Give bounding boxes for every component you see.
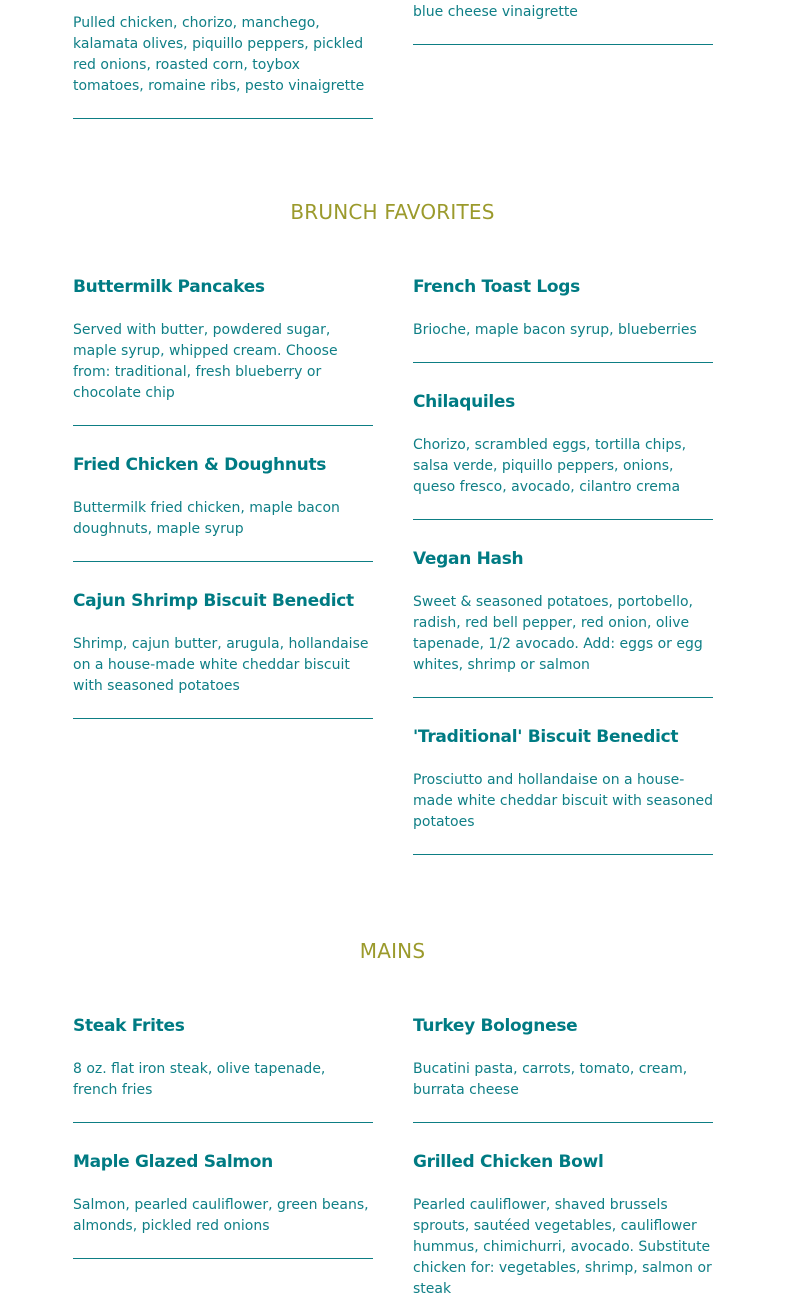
menu-item: [73, 1152, 373, 1259]
item-description: Shrimp, cajun butter, arugula, hollandaise on a house-made white cheddar biscuit with seasoned potatoes: [73, 636, 369, 694]
item-title: Chilaquiles: [413, 392, 515, 412]
menu-item: [73, 277, 373, 426]
menu-item: [73, 591, 373, 719]
item-divider: [413, 697, 713, 698]
item-title: 'Traditional' Biscuit Benedict: [413, 727, 679, 747]
item-description: 8 oz. flat iron steak, olive tapenade, french fries: [73, 1061, 326, 1098]
item-description: Buttermilk fried chicken, maple bacon doughnuts, maple syrup: [73, 500, 340, 537]
menu-item: [413, 549, 713, 698]
item-title: Fried Chicken & Doughnuts: [73, 455, 327, 475]
item-divider: [73, 718, 373, 719]
brunch-left-column: [73, 591, 373, 719]
top-right-column: [413, 2, 713, 45]
item-divider: [413, 519, 713, 520]
item-title: Cajun Shrimp Biscuit Benedict: [73, 591, 354, 611]
item-description: Served with butter, powdered sugar, maple syrup, whipped cream. Choose from: traditional, fresh blueberry or chocolate chip: [73, 322, 338, 401]
item-title: Steak Frites: [73, 1016, 185, 1036]
menu-item: [413, 1152, 713, 1300]
menu-item: [413, 277, 713, 363]
brunch-right-column: [413, 727, 713, 855]
item-description: blue cheese vinaigrette: [413, 4, 578, 20]
menu-item: [413, 2, 713, 45]
menu-item: [73, 455, 373, 562]
item-divider: [413, 362, 713, 363]
item-title: Turkey Bolognese: [413, 1016, 578, 1036]
mains-right-column: [413, 1016, 713, 1123]
item-title: Maple Glazed Salmon: [73, 1152, 273, 1172]
menu-item: [73, 13, 373, 119]
item-description: Chorizo, scrambled eggs, tortilla chips, salsa verde, piquillo peppers, onions, queso fresco, avocado, cilantro crema: [413, 437, 687, 495]
item-description: Pulled chicken, chorizo, manchego, kalamata olives, piquillo peppers, pickled red onions, roasted corn, toybox tomatoes, romaine ribs, pesto vinaigrette: [73, 15, 365, 94]
section-heading-mains: MAINS: [359, 939, 426, 963]
section-heading-brunch: BRUNCH FAVORITES: [290, 200, 495, 224]
item-description: Salmon, pearled cauliflower, green beans, almonds, pickled red onions: [73, 1197, 369, 1234]
item-divider: [73, 425, 373, 426]
item-description: Brioche, maple bacon syrup, blueberries: [413, 322, 697, 338]
item-title: French Toast Logs: [413, 277, 580, 297]
item-description: Pearled cauliflower, shaved brussels sprouts, sautéed vegetables, cauliflower hummus, chimichurri, avocado. Substitute chicken for: vegetables, shrimp, salmon or steak: [413, 1197, 712, 1297]
item-divider: [73, 1122, 373, 1123]
brunch-right-column: [413, 392, 713, 520]
menu-item: [413, 392, 713, 520]
item-description: Prosciutto and hollandaise on a house-made white cheddar biscuit with seasoned potatoes: [413, 772, 714, 830]
item-divider: [413, 1122, 713, 1123]
brunch-right-column: [413, 549, 713, 698]
menu-item: [413, 727, 713, 855]
item-divider: [73, 118, 373, 119]
brunch-left-column: [73, 455, 373, 562]
item-description: Sweet & seasoned potatoes, portobello, radish, red bell pepper, red onion, olive tapenade, 1/2 avocado. Add: eggs or egg whites, shrimp or salmon: [413, 594, 703, 673]
item-divider: [73, 1258, 373, 1259]
item-title: Grilled Chicken Bowl: [413, 1152, 604, 1172]
item-divider: [73, 561, 373, 562]
menu-item: [413, 1016, 713, 1123]
brunch-left-column: [73, 277, 373, 426]
mains-left-column: [73, 1152, 373, 1259]
mains-left-column: [73, 1016, 373, 1123]
item-title: Buttermilk Pancakes: [73, 277, 265, 297]
item-divider: [413, 44, 713, 45]
brunch-right-column: [413, 277, 713, 363]
mains-right-column: [413, 1152, 713, 1300]
item-title: Vegan Hash: [413, 549, 524, 569]
top-left-column: [73, 13, 373, 119]
item-divider: [413, 854, 713, 855]
item-description: Bucatini pasta, carrots, tomato, cream, burrata cheese: [413, 1061, 688, 1098]
menu-item: [73, 1016, 373, 1123]
